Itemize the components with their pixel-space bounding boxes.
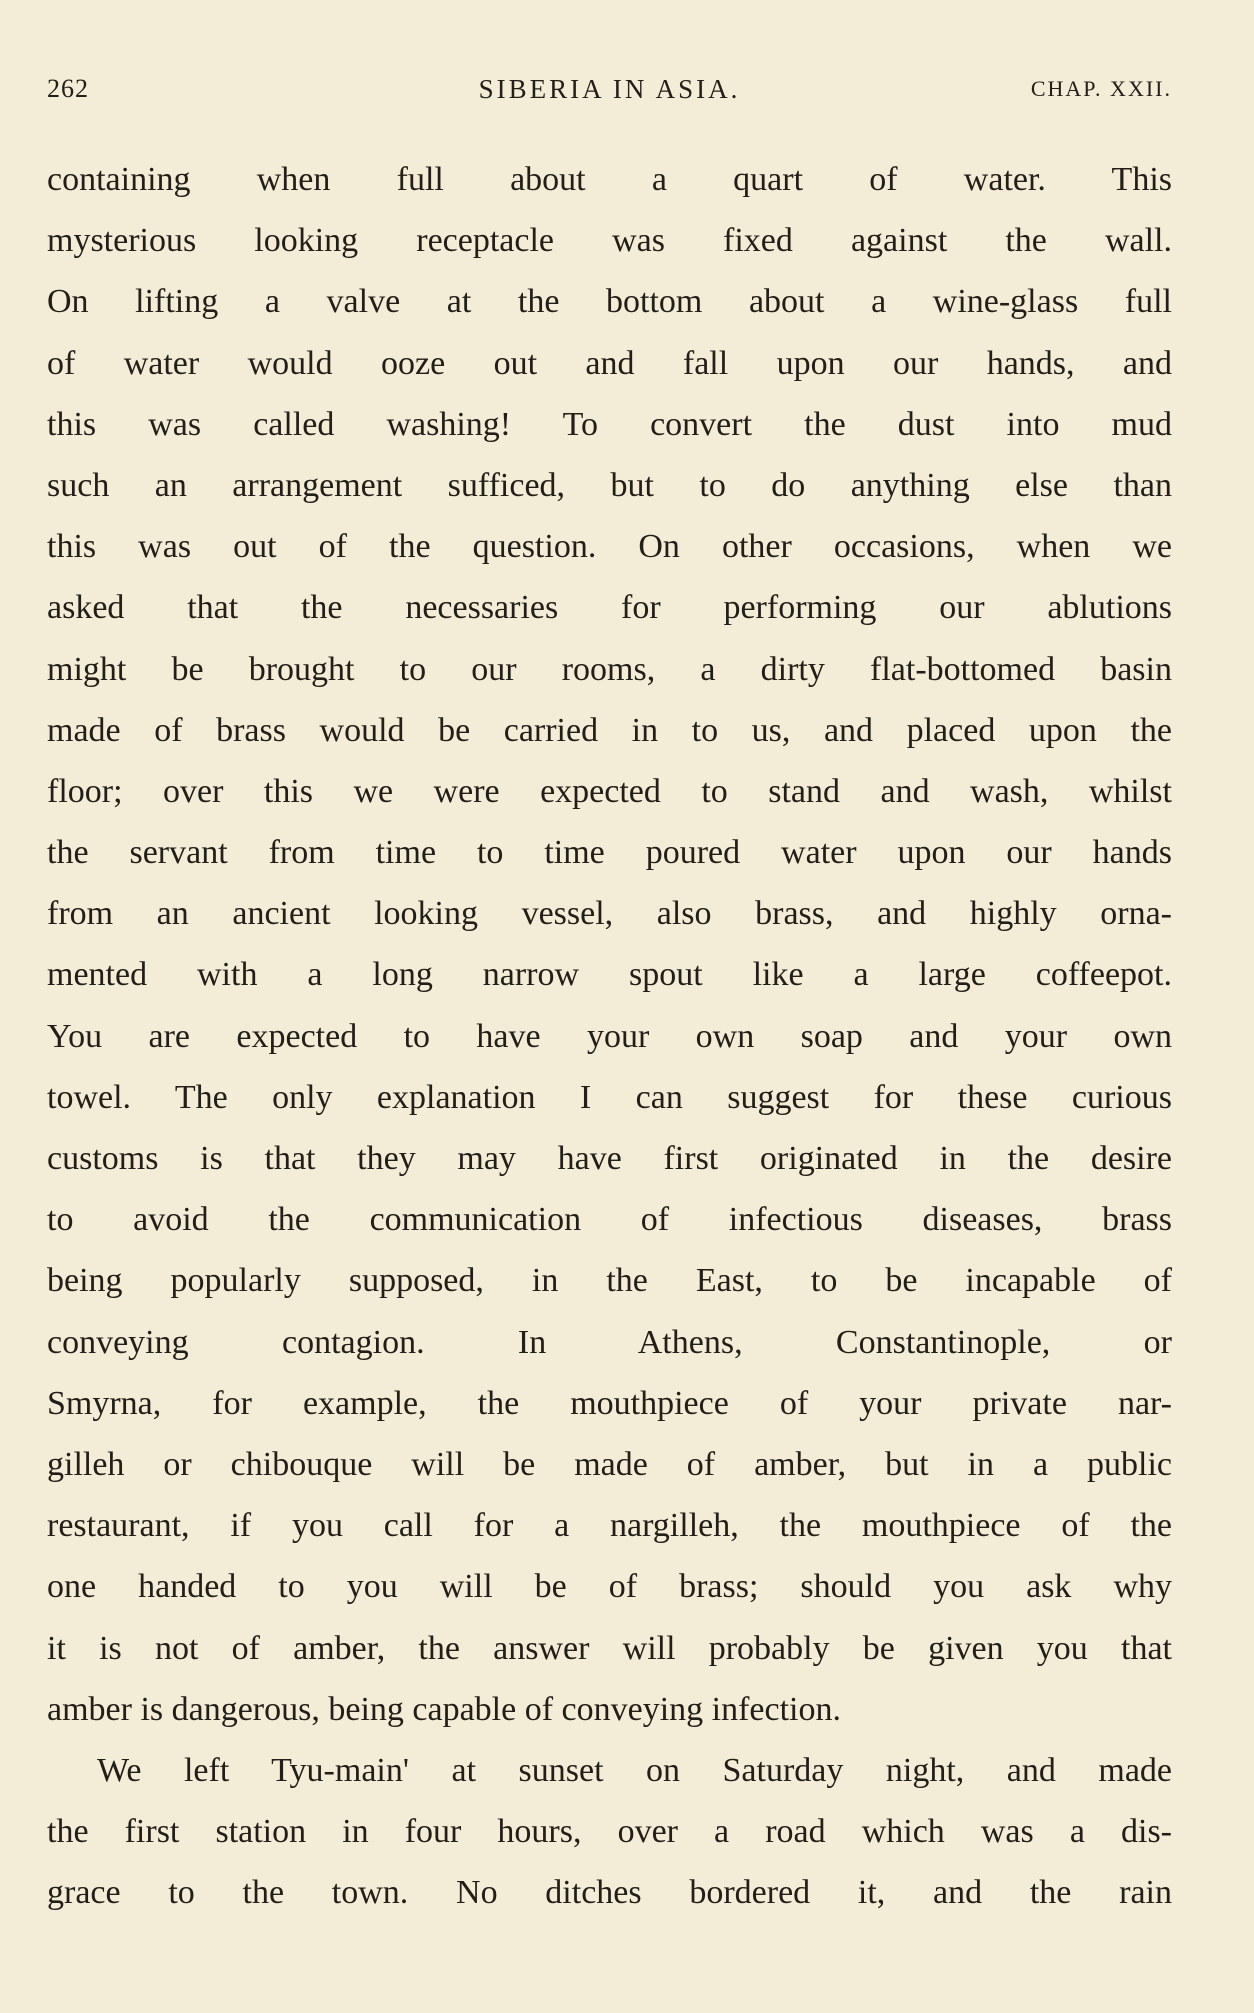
text-line: asked that the necessaries for performing our ablutions [47, 589, 1172, 627]
text-line: gilleh or chibouque will be made of amber, but in a public [47, 1445, 1172, 1483]
text-line: made of brass would be carried in to us, and placed upon the [47, 711, 1172, 749]
text-line: the servant from time to time poured water upon our hands [47, 834, 1172, 872]
text-line: to avoid the communication of infectious diseases, brass [47, 1201, 1172, 1239]
running-title: SIBERIA IN ASIA. [478, 74, 741, 104]
text-line: conveying contagion. In Athens, Constantinople, or [47, 1323, 1172, 1361]
text-line: We left Tyu-main' at sunset on Saturday night, and made [97, 1751, 1172, 1789]
text-line: amber is dangerous, being capable of conveying infection. [47, 1690, 842, 1728]
text-line: On lifting a valve at the bottom about a wine-glass full [47, 283, 1172, 321]
text-line: restaurant, if you call for a nargilleh, the mouthpiece of the [47, 1507, 1172, 1545]
text-line: might be brought to our rooms, a dirty flat-bottomed basin [47, 650, 1172, 688]
text-line: from an ancient looking vessel, also brass, and highly orna- [47, 895, 1172, 933]
chapter-label: CHAP. XXII. [1030, 76, 1172, 101]
text-line: of water would ooze out and fall upon our hands, and [47, 344, 1172, 382]
text-line: it is not of amber, the answer will probably be given you that [47, 1629, 1172, 1667]
text-line: Smyrna, for example, the mouthpiece of your private nar- [47, 1384, 1172, 1422]
text-line: towel. The only explanation I can suggest for these curious [47, 1078, 1172, 1116]
text-line: mented with a long narrow spout like a large coffeepot. [47, 956, 1172, 994]
text-line: this was out of the question. On other occasions, when we [47, 528, 1172, 566]
page-number: 262 [47, 74, 89, 103]
text-line: containing when full about a quart of water. This [47, 161, 1172, 198]
text-line: customs is that they may have first originated in the desire [47, 1140, 1172, 1177]
text-line: this was called washing! To convert the dust into mud [47, 405, 1172, 443]
text-line: one handed to you will be of brass; should you ask why [47, 1568, 1172, 1606]
text-line: such an arrangement sufficed, but to do anything else than [47, 466, 1172, 504]
body-text [47, 149, 1172, 1923]
text-line: the first station in four hours, over a road which was a dis- [47, 1813, 1172, 1851]
text-line: You are expected to have your own soap and your own [47, 1017, 1172, 1055]
text-line: floor; over this we were expected to stand and wash, whilst [47, 772, 1172, 810]
text-line: mysterious looking receptacle was fixed against the wall. [47, 222, 1172, 260]
running-head [47, 74, 1172, 110]
text-line: grace to the town. No ditches bordered it, and the rain [47, 1874, 1172, 1912]
text-line: being popularly supposed, in the East, to be incapable of [47, 1262, 1172, 1300]
